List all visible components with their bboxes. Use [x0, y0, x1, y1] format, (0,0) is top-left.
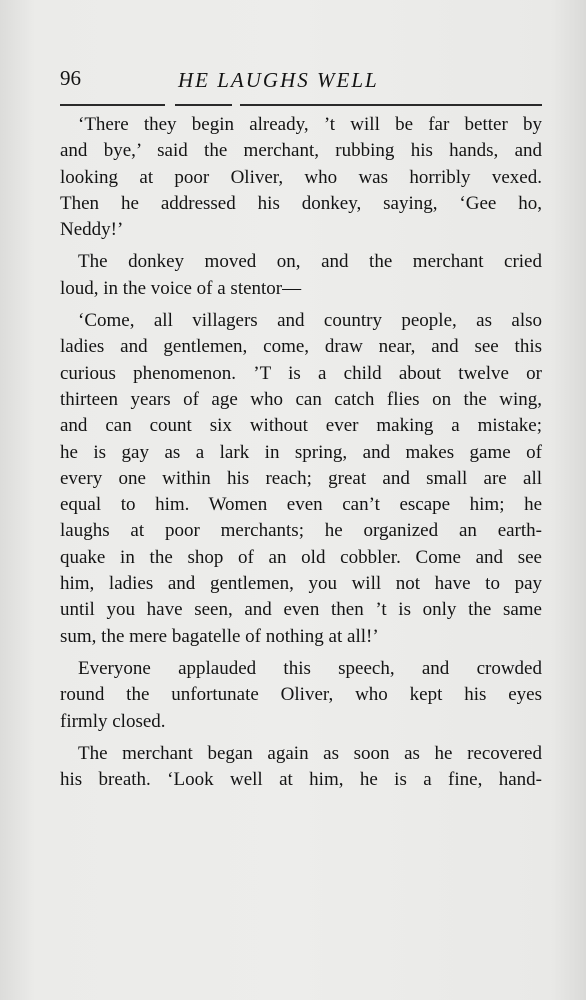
- text-line: laughs at poor merchants; he organized an earth-: [60, 520, 542, 542]
- text-line: looking at poor Oliver, who was horribly vexed.: [60, 166, 542, 188]
- text-line: his breath. ‘Look well at him, he is a fine, hand-: [60, 769, 542, 791]
- paragraph: [60, 741, 542, 794]
- paragraph: [60, 112, 542, 243]
- text-line: Everyone applauded this speech, and crowded: [78, 657, 542, 679]
- text-line: until you have seen, and even then ’t is only the same: [60, 599, 542, 621]
- paragraph: [60, 249, 542, 302]
- text-line: firmly closed.: [60, 710, 166, 732]
- paragraph: [60, 656, 542, 735]
- text-line: The merchant began again as soon as he recovered: [78, 742, 542, 764]
- text-line: ‘There they begin already, ’t will be far better by: [78, 114, 542, 135]
- text-line: and bye,’ said the merchant, rubbing his hands, and: [60, 140, 542, 162]
- text-line: loud, in the voice of a stentor—: [60, 277, 302, 299]
- text-line: round the unfortunate Oliver, who kept his eyes: [60, 684, 542, 706]
- text-line: Neddy!’: [60, 219, 124, 241]
- text-line: equal to him. Women even can’t escape him; he: [60, 494, 542, 516]
- text-line: Then he addressed his donkey, saying, ‘Gee ho,: [60, 192, 542, 214]
- text-line: him, ladies and gentlemen, you will not have to pay: [60, 573, 542, 595]
- page-number: 96: [60, 66, 81, 90]
- header-rule: [60, 104, 542, 106]
- body-text: [60, 112, 542, 799]
- text-line: and can count six without ever making a mistake;: [60, 415, 542, 437]
- text-line: every one within his reach; great and small are all: [60, 467, 542, 489]
- rule-break: [165, 101, 175, 108]
- text-line: quake in the shop of an old cobbler. Come and see: [60, 546, 542, 568]
- text-line: The donkey moved on, and the merchant cried: [78, 251, 542, 273]
- running-title: HE LAUGHS WELL: [178, 68, 379, 92]
- text-line: ‘Come, all villagers and country people, as also: [78, 310, 542, 332]
- text-line: curious phenomenon. ’T is a child about twelve or: [60, 362, 542, 384]
- text-line: he is gay as a lark in spring, and makes game of: [60, 441, 542, 463]
- text-line: sum, the mere bagatelle of nothing at all!’: [60, 625, 379, 647]
- text-line: thirteen years of age who can catch flies on the wing,: [60, 388, 542, 410]
- page-header: [60, 62, 538, 94]
- paragraph: [60, 308, 542, 650]
- rule-break: [232, 101, 240, 108]
- text-line: ladies and gentlemen, come, draw near, and see this: [60, 336, 542, 358]
